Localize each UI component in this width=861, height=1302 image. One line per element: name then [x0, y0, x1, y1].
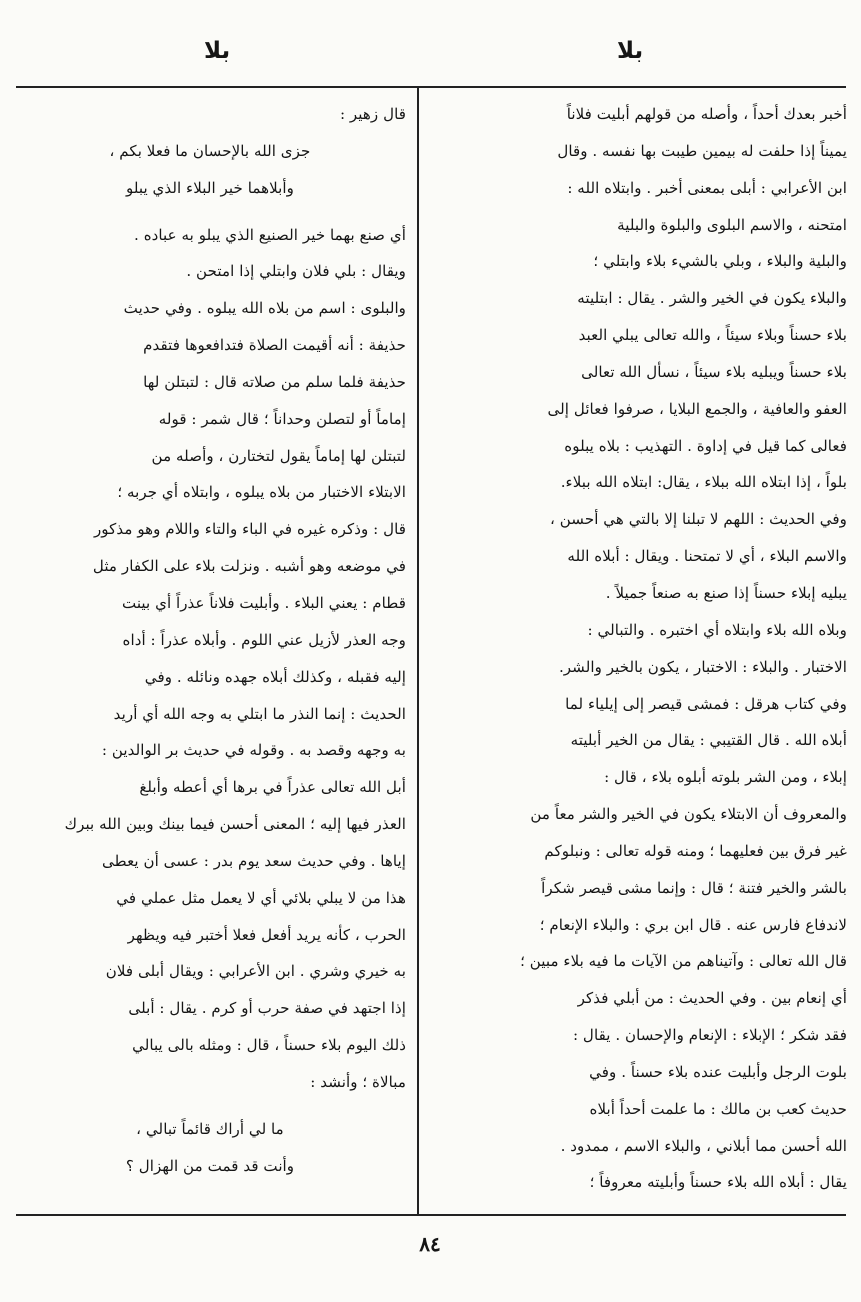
text-line: الحديث : إنما النذر ما ابتلي به وجه الله أي أريد	[113, 704, 406, 723]
verse-line: وأبلاهما خير البلاء الذي يبلو	[126, 178, 294, 197]
text-line: العذر فيها إليه ؛ المعنى أحسن فيما بينك وبين الله ببرك	[64, 815, 406, 834]
text-line: الله أحسن مما أبلاني ، والبلاء الاسم ، ممدود .	[560, 1136, 847, 1155]
text-line: وبلاه الله بلاء وابتلاه أي اختبره . والتبالي :	[587, 620, 847, 639]
text-line: إليه فقبله ، وكذلك أبلاه جهده ونائله . وفي	[144, 667, 406, 686]
text-line: أي صنع بهما خير الصنيع الذي يبلو به عباده .	[134, 225, 406, 244]
text-line: قطام : يعني البلاء . وأبليت فلاناً عذراً أي بينت	[121, 593, 406, 612]
text-line: غير فرق بين فعليهما ؛ ومنه قوله تعالى : ونبلوكم	[544, 841, 847, 860]
text-line: بالشر والخير فتنة ؛ قال : وإنما مشى قيصر شكراً	[541, 878, 847, 897]
text-line: وجه العذر لأزيل عني اللوم . وأبلاه عذراً : أداه	[122, 630, 406, 649]
text-line: لاندفاع فارس عنه . قال ابن بري : والبلاء الإنعام ؛	[539, 915, 847, 934]
left-column	[14, 96, 406, 1184]
text-line: الحرب ، كأنه يريد أفعل فعلا أختبر فيه ويظهر	[127, 925, 406, 944]
text-line: ذلك اليوم بلاء حسناً ، قال : ومثله بالى يبالي	[132, 1036, 406, 1055]
text-line: يميناً إذا حلفت له بيمين طيبت بها نفسه . وقال	[557, 141, 847, 160]
text-line: حديث كعب بن مالك : ما علمت أحداً أبلاه	[589, 1099, 847, 1118]
footer-rule	[16, 1214, 846, 1216]
text-line: وفي الحديث : اللهم لا تبلنا إلا بالتي هي أحسن ،	[550, 510, 847, 529]
right-column	[429, 96, 847, 1201]
text-line: الابتلاء الاختبار من بلاه يبلوه ، وابتلاه أي جربه ؛	[117, 483, 406, 502]
verse-line: جزى الله بالإحسان ما فعلا بكم ،	[109, 141, 311, 160]
left-intro: قال زهير :	[339, 105, 406, 123]
header-rule	[16, 86, 846, 88]
text-line: إذا اجتهد في صفة حرب أو كرم . يقال : أبلى	[128, 999, 406, 1018]
text-line: يقال : أبلاه الله بلاء حسناً وأبليته معروفاً ؛	[589, 1173, 847, 1192]
text-line: بلاء حسناً ويبليه بلاء سيئاً ، نسأل الله تعالى	[581, 362, 847, 381]
text-line: مبالاة ؛ وأنشد :	[310, 1072, 406, 1091]
text-line: والبلوى : اسم من بلاه الله يبلوه . وفي حديث	[123, 299, 406, 318]
text-line: به خيري وشري . ابن الأعرابي : ويقال أبلى فلان	[105, 962, 406, 981]
text-line: فقد شكر ؛ الإبلاء : الإنعام والإحسان . يقال :	[572, 1026, 847, 1045]
text-line: إماماً أو لتصلن وحداناً ؛ قال شمر : قوله	[158, 409, 406, 428]
page-number: ٨٤	[419, 1232, 441, 1256]
text-line: بلواً ، إذا ابتلاه الله ببلاء ، يقال: ابتلاه الله ببلاء.	[560, 473, 847, 492]
text-line: إياها . وفي حديث سعد يوم بدر : عسى أن يعطى	[101, 851, 406, 870]
header-right-title: بلا	[617, 38, 644, 64]
left-body	[14, 217, 406, 1101]
text-line: فعالى كما قيل في إداوة . التهذيب : بلاه يبلوه	[564, 436, 847, 455]
text-line: والبلاء يكون في الخير والشر . يقال : ابتليته	[577, 289, 847, 308]
header-left-title: بلا	[204, 38, 231, 64]
text-line: حذيفة فلما سلم من صلاته قال : لتبتلن لها	[143, 372, 406, 391]
text-line: والبلية والبلاء ، وبلي بالشيء بلاء وابتلي ؛	[593, 252, 847, 271]
text-line: أي إنعام بين . وفي الحديث : من أبلي فذكر	[577, 989, 847, 1008]
text-line: يبليه إبلاء حسناً إذا صنع به صنعاً جميلاً .	[605, 583, 847, 602]
text-line: بلوت الرجل وأبليت عنده بلاء حسناً . وفي	[589, 1062, 847, 1081]
text-line: العفو والعافية ، والجمع البلايا ، صرفوا فعائل إلى	[547, 399, 847, 418]
text-line: وفي كتاب هرقل : فمشى قيصر إلى إيلياء لما	[565, 694, 847, 713]
text-line: امتحنه ، والاسم البلوى والبلوة والبلية	[617, 215, 847, 234]
text-line: حذيفة : أنه أقيمت الصلاة فتدافعوها فتقدم	[143, 336, 406, 355]
column-divider	[417, 88, 419, 1214]
text-line: ابن الأعرابي : أبلى بمعنى أخبر . وابتلاه الله :	[567, 178, 847, 197]
text-line: في موضعه وهو أشبه . ونزلت بلاء على الكفار مثل	[92, 557, 406, 576]
text-line: أبل الله تعالى عذراً في برها أي أعطه وأبلغ	[139, 778, 406, 797]
text-line: الاختبار . والبلاء : الاختبار ، يكون بالخير والشر.	[558, 657, 847, 676]
text-line: أبلاه الله . قال القتيبي : يقال من الخير أبليته	[570, 731, 847, 750]
text-line: لتبتلن لها إماماً يقول لتختارن ، وأصله من	[151, 446, 406, 465]
text-line: قال الله تعالى : وآتيناهم من الآيات ما فيه بلاء مبين ؛	[520, 952, 847, 971]
text-line: ويقال : بلي فلان وابتلي إذا امتحن .	[186, 262, 406, 281]
text-line: والمعروف أن الابتلاء يكون في الخير والشر معاً من	[530, 805, 847, 824]
text-line: بلاء حسناً وبلاء سيئاً ، والله تعالى يبلي العبد	[578, 326, 847, 345]
text-line: أخبر بعدك أحداً ، وأصله من قولهم أبليت فلاناً	[566, 105, 847, 123]
text-line: والاسم البلاء ، أي لا تمتحنا . ويقال : أبلاه الله	[567, 547, 847, 566]
text-line: به وجهه وقصد به . وقوله في حديث بر الوالدين :	[101, 741, 406, 760]
spacer	[14, 1101, 406, 1111]
text-line: إبلاء ، ومن الشر بلوته أبلوه بلاء ، قال :	[604, 768, 847, 787]
verse-line: وأنت قد قمت من الهزال ؟	[125, 1156, 295, 1175]
spacer	[14, 207, 406, 217]
text-line: هذا من لا يبلي بلائي أي لا يعمل مثل عملي في	[116, 888, 406, 907]
text-line: قال : وذكره غيره في الباء والتاء واللام وهو مذكور	[93, 520, 406, 539]
verse-line: ما لي أراك قائماً تبالي ،	[136, 1119, 284, 1138]
